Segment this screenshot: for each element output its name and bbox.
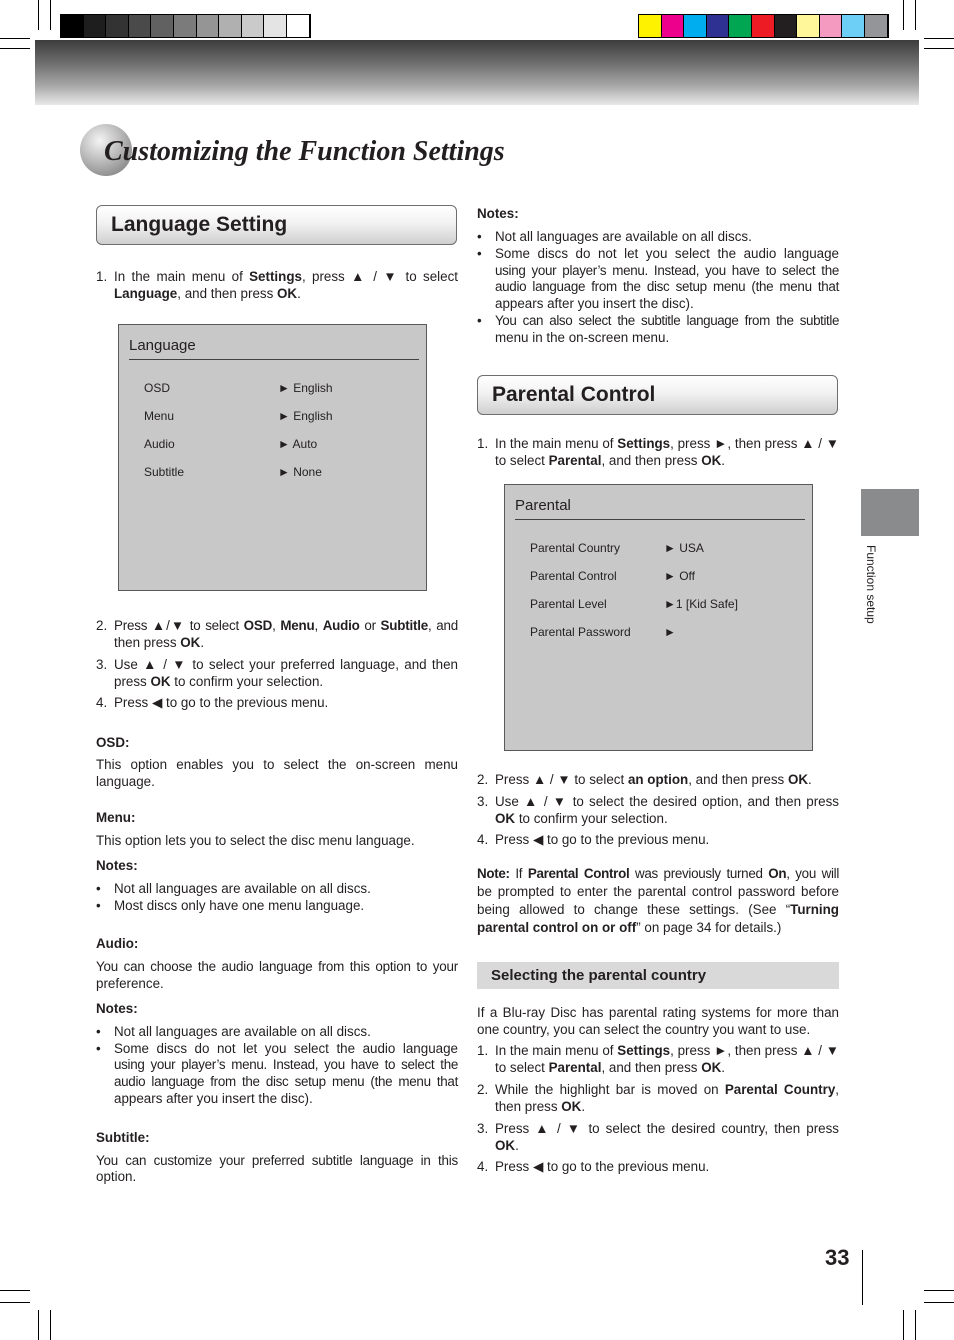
paragraph: preference.	[96, 976, 164, 991]
color-swatch	[129, 15, 152, 37]
note-paragraph: being allowed to change these settings. (See “Turning	[477, 902, 839, 917]
step-text: Use ▲ / ▼ to select the desired option, and then press	[495, 794, 839, 809]
color-swatch	[865, 15, 888, 37]
process-color-bar	[638, 14, 889, 38]
color-swatch	[662, 15, 685, 37]
note-paragraph: Note: If Parental Control was previously turned On, you will	[477, 866, 839, 881]
step-text: to select Parental, and then press OK.	[495, 453, 726, 468]
bullet-marker: •	[477, 313, 482, 328]
menu-option-value: ► Auto	[278, 437, 318, 451]
section-title: Parental Control	[492, 383, 656, 406]
notes-heading: Notes:	[96, 858, 138, 873]
note-item: Not all languages are available on all discs.	[495, 229, 752, 244]
color-swatch	[639, 15, 662, 37]
color-swatch	[797, 15, 820, 37]
screen-title: Language	[129, 337, 196, 354]
step-number: 4.	[477, 1159, 489, 1174]
step-number: 3.	[96, 657, 108, 672]
note-item: using your player’s menu. Instead, you have to select the	[495, 263, 839, 278]
step-number: 3.	[477, 1121, 489, 1136]
step-text: Press ▲ / ▼ to select an option, and then press OK.	[495, 772, 812, 787]
note-item: audio language from the disc setup menu (the menu that	[114, 1074, 458, 1089]
menu-option-label: Parental Control	[530, 569, 617, 583]
step-text: Use ▲ / ▼ to select your preferred language, and then	[114, 657, 458, 672]
bullet-marker: •	[96, 881, 101, 896]
page-number: 33	[825, 1245, 850, 1270]
step-number: 4.	[96, 695, 108, 710]
note-item: appears after you insert the disc).	[114, 1091, 313, 1106]
step-text: Press ◀ to go to the previous menu.	[495, 832, 710, 847]
note-item: Some discs do not let you select the audio language	[495, 246, 839, 261]
menu-option-value: ► USA	[664, 541, 704, 555]
subsection-title: Selecting the parental country	[491, 967, 707, 984]
note-item: Some discs do not let you select the audio language	[114, 1041, 458, 1056]
step-text: Language, and then press OK.	[114, 286, 301, 301]
color-swatch	[729, 15, 752, 37]
notes-heading: Notes:	[477, 206, 519, 221]
divider	[515, 519, 805, 520]
color-swatch	[842, 15, 865, 37]
note-item: You can also select the subtitle language from the subtitle	[495, 313, 839, 328]
step-number: 2.	[477, 772, 489, 787]
color-swatch	[752, 15, 775, 37]
note-item: menu in the on-screen menu.	[495, 330, 670, 345]
color-swatch	[174, 15, 197, 37]
bullet-marker: •	[96, 1024, 101, 1039]
menu-option-label: Subtitle	[144, 465, 185, 479]
step-text: press OK to confirm your selection.	[114, 674, 324, 689]
bullet-marker: •	[477, 229, 482, 244]
parental-country-heading	[477, 962, 839, 989]
note-item: Most discs only have one menu language.	[114, 898, 365, 913]
color-swatch	[264, 15, 287, 37]
menu-option-label: Audio	[144, 437, 175, 451]
paragraph: one country, you can select the country you want to use.	[477, 1022, 811, 1037]
color-swatch	[197, 15, 220, 37]
note-item: using your player’s menu. Instead, you have to select the	[114, 1057, 458, 1072]
step-text: In the main menu of Settings, press ▲ / ▼ to select	[114, 269, 458, 284]
note-item: audio language from the disc setup menu (the menu that	[495, 279, 839, 294]
paragraph: This option lets you to select the disc menu language.	[96, 833, 415, 848]
note-item: Not all languages are available on all discs.	[114, 1024, 371, 1039]
bullet-marker: •	[477, 246, 482, 261]
note-paragraph: parental control on or off” on page 34 for details.)	[477, 920, 782, 935]
paragraph: option.	[96, 1169, 137, 1184]
step-number: 1.	[96, 269, 108, 284]
note-paragraph: be prompted to enter the parental control password before	[477, 884, 839, 899]
color-swatch	[219, 15, 242, 37]
subsection-heading: Subtitle:	[96, 1130, 150, 1145]
menu-option-value: ► Off	[664, 569, 695, 583]
step-text: to select Parental, and then press OK.	[495, 1060, 726, 1075]
step-number: 1.	[477, 1043, 489, 1058]
color-swatch	[820, 15, 843, 37]
language-menu-screen	[118, 324, 427, 591]
step-number: 4.	[477, 832, 489, 847]
step-number: 3.	[477, 794, 489, 809]
menu-option-value: ► English	[278, 381, 333, 395]
chapter-tab-label: Function setup	[864, 545, 878, 624]
subsection-heading: Audio:	[96, 936, 139, 951]
paragraph: If a Blu-ray Disc has parental rating systems for more than	[477, 1005, 839, 1020]
grayscale-color-bar	[60, 14, 311, 38]
color-swatch	[775, 15, 798, 37]
menu-option-label: Parental Password	[530, 625, 631, 639]
paragraph: language.	[96, 774, 155, 789]
menu-option-label: Menu	[144, 409, 175, 423]
step-text: Press ◀ to go to the previous menu.	[114, 695, 329, 710]
note-item: Not all languages are available on all discs.	[114, 881, 371, 896]
step-text: While the highlight bar is moved on Parental Country,	[495, 1082, 839, 1097]
step-number: 2.	[477, 1082, 489, 1097]
notes-heading: Notes:	[96, 1001, 138, 1016]
paragraph: You can choose the audio language from this option to your	[96, 959, 458, 974]
subsection-heading: OSD:	[96, 735, 130, 750]
parental-menu-screen	[504, 484, 813, 751]
step-text: Press ◀ to go to the previous menu.	[495, 1159, 710, 1174]
color-swatch	[151, 15, 174, 37]
screen-title: Parental	[515, 497, 571, 514]
menu-option-value: ► English	[278, 409, 333, 423]
color-swatch	[707, 15, 730, 37]
chapter-tab	[861, 489, 919, 536]
color-swatch	[242, 15, 265, 37]
step-text: then press OK.	[495, 1099, 586, 1114]
bullet-marker: •	[96, 1041, 101, 1056]
step-text: OK to confirm your selection.	[495, 811, 668, 826]
page-title: Customizing the Function Settings	[104, 136, 505, 167]
step-number: 1.	[477, 436, 489, 451]
step-text: Press ▲ / ▼ to select the desired country, then press	[495, 1121, 839, 1136]
paragraph: This option enables you to select the on-screen menu	[96, 757, 458, 772]
parental-control-heading	[477, 375, 838, 415]
menu-option-label: Parental Country	[530, 541, 621, 555]
color-swatch	[684, 15, 707, 37]
subsection-heading: Menu:	[96, 810, 136, 825]
color-swatch	[287, 15, 310, 37]
step-text: then press OK.	[114, 635, 205, 650]
menu-option-value: ► None	[278, 465, 322, 479]
color-swatch	[61, 15, 84, 37]
section-title: Language Setting	[111, 213, 288, 236]
step-text: OK.	[495, 1138, 519, 1153]
menu-option-value: ►	[664, 625, 676, 639]
bullet-marker: •	[96, 898, 101, 913]
color-swatch	[84, 15, 107, 37]
menu-option-label: OSD	[144, 381, 171, 395]
divider	[129, 359, 419, 360]
note-item: appears after you insert the disc).	[495, 296, 694, 311]
menu-option-value: ►1 [Kid Safe]	[664, 597, 738, 611]
language-setting-heading	[96, 205, 457, 245]
step-number: 2.	[96, 618, 108, 633]
color-swatch	[106, 15, 129, 37]
paragraph: You can customize your preferred subtitle language in this	[96, 1153, 458, 1168]
step-text: In the main menu of Settings, press ►, then press ▲ / ▼	[495, 436, 839, 451]
menu-option-label: Parental Level	[530, 597, 607, 611]
step-text: In the main menu of Settings, press ►, then press ▲ / ▼	[495, 1043, 839, 1058]
step-text: Press ▲/▼ to select OSD, Menu, Audio or Subtitle, and	[114, 618, 458, 633]
header-bar	[35, 40, 919, 105]
